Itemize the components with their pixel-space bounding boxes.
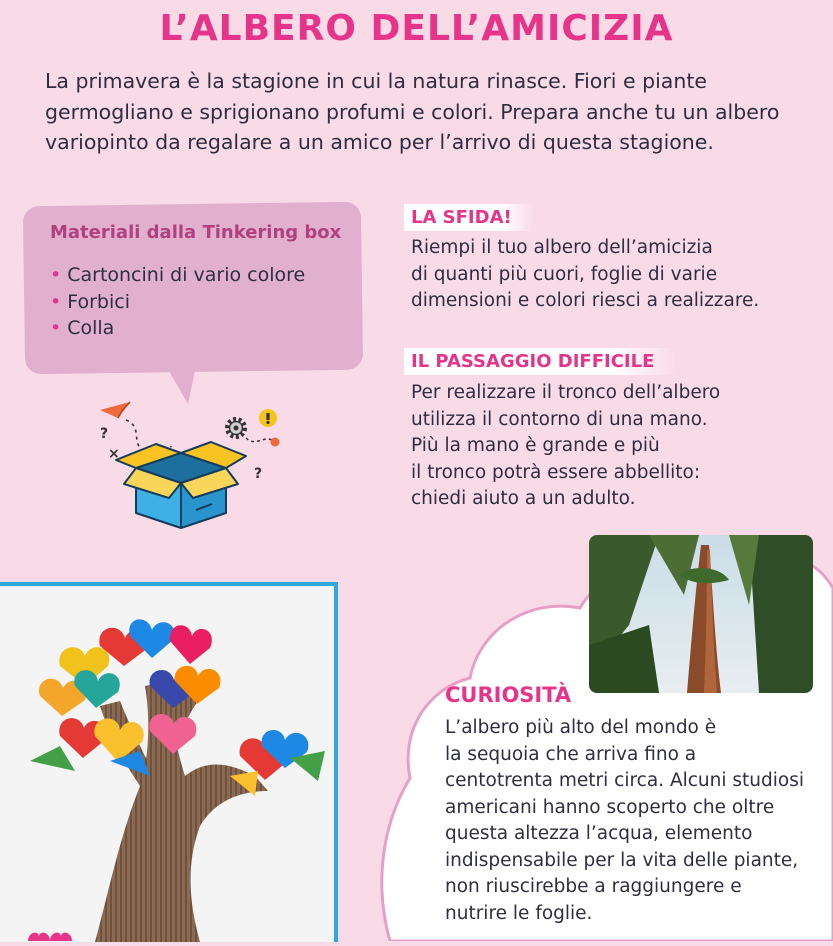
challenge-label: LA SFIDA! bbox=[404, 204, 534, 231]
heart-decoration-icon bbox=[28, 930, 72, 941]
difficult-step-text: Per realizzare il tronco dell’albero utilizza il contorno di una mano. Più la mano è grande e più il tronco potrà essere abbellito: chiedi aiuto a un adulto. bbox=[411, 382, 721, 509]
difficult-step-label: IL PASSAGGIO DIFFICILE bbox=[404, 348, 676, 375]
question-mark-icon: ? bbox=[254, 466, 263, 482]
curiosity-text: L’albero più alto del mondo è la sequoia che arriva fino a centotrenta metri circa. Alcuni studiosi americani hanno scoperto che oltre questa altezza l’acqua, elemento indispensabile per la vita delle piante, non riuscirebbe a raggiungere e nutrire le foglie. bbox=[445, 717, 804, 924]
list-item: • Cartoncini di vario colore bbox=[50, 264, 306, 286]
materials-title: Materiali dalla Tinkering box bbox=[50, 222, 342, 243]
friendship-tree-craft-image bbox=[0, 586, 334, 942]
curiosity-title: CURIOSITÀ bbox=[445, 683, 572, 707]
question-mark-icon: ? bbox=[100, 426, 109, 442]
paper-plane-icon bbox=[100, 402, 130, 418]
exclamation-icon bbox=[259, 409, 277, 427]
gear-icon bbox=[227, 419, 245, 437]
list-item: • Forbici bbox=[50, 290, 130, 313]
materials-list bbox=[50, 262, 305, 342]
list-item: • Colla bbox=[50, 317, 115, 339]
challenge-text: Riempi il tuo albero dell’amicizia di quanti più cuori, foglie di varie dimensioni e colori riesci a realizzare. bbox=[411, 237, 760, 311]
tinkering-box-illustration bbox=[96, 398, 296, 533]
svg-text:×: × bbox=[108, 446, 120, 462]
open-box-icon bbox=[116, 442, 246, 528]
sequoia-photo bbox=[589, 535, 813, 693]
craft-photo-frame bbox=[0, 582, 338, 942]
intro-paragraph: La primavera è la stagione in cui la natura rinasce. Fiori e piante germogliano e sprigionano profumi e colori. Prepara anche tu un albero variopinto da regalare a un amico per l’arrivo di questa stagione. bbox=[45, 69, 780, 154]
page-title: L’ALBERO DELL’AMICIZIA bbox=[159, 8, 674, 49]
